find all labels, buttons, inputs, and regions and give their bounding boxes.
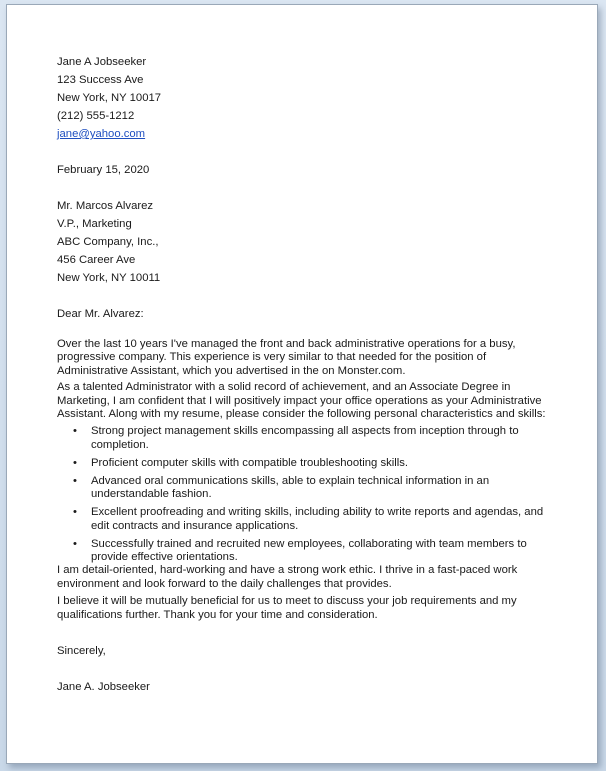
paragraph-experience: Over the last 10 years I've managed the front and back administrative operations for a busy, progressive company. This experience is very similar to that needed for the position of Administrative Assistant, which you advertised in the on Monster.com. <box>57 338 516 377</box>
paragraph-qualifications: As a talented Administrator with a solid record of achievement, and an Associate Degree in Marketing, I am confident that I will positively impact your office operations as your Administrative Assistant. Along with my resume, please consider the following personal characteristics and skills: <box>57 381 546 421</box>
document-page <box>6 4 598 764</box>
closing: Sincerely, <box>57 645 106 658</box>
salutation: Dear Mr. Alvarez: <box>57 308 144 320</box>
recipient-street: 456 Career Ave <box>57 254 136 266</box>
recipient-name: Mr. Marcos Alvarez <box>57 200 154 212</box>
paragraph-work-ethic: I am detail-oriented, hard-working and have a strong work ethic. I thrive in a fast-paced work environment and look forward to the daily challenges that provides. <box>57 564 518 590</box>
bullet-icon: • <box>73 537 77 550</box>
sender-city: New York, NY 10017 <box>57 92 162 104</box>
bullet-icon: • <box>73 456 77 469</box>
bullet-icon: • <box>73 474 77 487</box>
bullet-icon: • <box>73 506 77 519</box>
signature: Jane A. Jobseeker <box>57 681 150 694</box>
list-item: • Strong project management skills encompassing all aspects from inception through to completion. <box>73 425 519 451</box>
list-item: • Successfully trained and recruited new employees, collaborating with team members to provide effective orientations. <box>73 537 527 564</box>
list-item: • Advanced oral communications skills, able to explain technical information in an understandable fashion. <box>73 474 490 501</box>
paragraph-closing: I believe it will be mutually beneficial for us to meet to discuss your job requirements and my qualifications further. Thank you for your time and consideration. <box>57 595 517 621</box>
recipient-title: V.P., Marketing <box>57 218 132 230</box>
list-item: • Excellent proofreading and writing skills, including ability to write reports and agendas, and edit contracts and insurance applications. <box>73 506 544 532</box>
bullet-icon: • <box>73 425 77 438</box>
sender-street: 123 Success Ave <box>57 74 144 86</box>
sender-phone: (212) 555-1212 <box>57 110 135 122</box>
sender-name: Jane A Jobseeker <box>57 56 147 68</box>
skills-list <box>57 425 547 564</box>
recipient-city: New York, NY 10011 <box>57 272 161 284</box>
sender-email-link[interactable]: jane@yahoo.com <box>57 128 146 140</box>
list-item: • Proficient computer skills with compatible troubleshooting skills. <box>73 456 409 469</box>
letter-date: February 15, 2020 <box>57 164 150 176</box>
sender-address-block <box>57 53 547 143</box>
recipient-company: ABC Company, Inc., <box>57 236 159 248</box>
letter-body <box>57 53 547 696</box>
recipient-address-block <box>57 197 547 287</box>
